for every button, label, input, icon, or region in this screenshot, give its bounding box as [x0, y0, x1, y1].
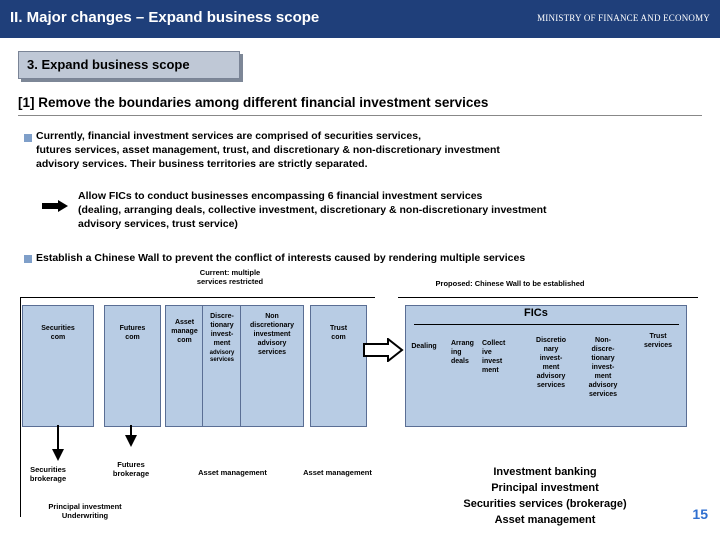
- principal-underwriting-label: [30, 502, 140, 520]
- arrow-right-icon: [362, 338, 404, 362]
- label-line: invest-: [539, 355, 563, 362]
- current-label-line: services restricted: [196, 277, 264, 286]
- label-line: Principal investment: [48, 502, 122, 511]
- asset-management-label: Asset management: [198, 468, 267, 477]
- label-line: Futures: [117, 460, 145, 469]
- label-line: ment: [482, 367, 499, 374]
- box-text: com: [125, 334, 140, 341]
- box-subtext: advisory: [209, 350, 235, 356]
- discretionary-box: [202, 305, 242, 427]
- bullet-square: [24, 134, 32, 142]
- box-text: Non: [265, 313, 279, 320]
- label-line: brokerage: [112, 469, 150, 478]
- futures-com-box: [104, 305, 161, 427]
- label-line: ive: [482, 349, 492, 356]
- collective-investment-label: [482, 339, 518, 375]
- proposed-top-rule: [398, 297, 698, 298]
- non-discretionary-label: [582, 336, 624, 399]
- label-line: services: [536, 382, 566, 389]
- box-text: manage: [171, 328, 198, 335]
- proposed-bottom-list: [440, 464, 650, 528]
- current-top-rule: [20, 297, 375, 298]
- arrow-right-icon: [42, 200, 68, 212]
- label-line: invest-: [591, 364, 615, 371]
- label-line: deals: [451, 358, 469, 365]
- connector-arrows: [20, 425, 380, 465]
- non-discretionary-box: [240, 305, 304, 427]
- trust-services-label: [634, 332, 682, 350]
- arrow-text: [78, 189, 708, 231]
- section-title: 3. Expand business scope: [27, 57, 190, 72]
- label-line: advisory: [536, 373, 566, 380]
- securities-brokerage-label: [18, 465, 78, 483]
- current-label-line: Current: multiple: [199, 268, 261, 277]
- arrow-text-line: Allow FICs to conduct businesses encompassing 6 financial investment services: [78, 190, 483, 202]
- box-text: services: [257, 349, 287, 356]
- subheading: [1] Remove the boundaries among different financial investment services: [18, 95, 489, 110]
- arrow-text-line: advisory services, trust service): [78, 218, 238, 230]
- label-line: nary: [543, 346, 559, 353]
- box-text: invest-: [210, 331, 234, 338]
- arrow-text-line: (dealing, arranging deals, collective investment, discretionary & non-discretionary investment: [78, 204, 547, 216]
- futures-brokerage-label: [100, 460, 162, 478]
- dealing-label: Dealing: [411, 343, 437, 350]
- box-text: discretionary: [250, 322, 294, 329]
- discretionary-label: [528, 336, 574, 390]
- box-text: tionary: [210, 322, 234, 329]
- page-number: 15: [692, 506, 708, 522]
- label-line: Non-: [595, 337, 611, 344]
- label-line: discre-: [591, 346, 615, 353]
- label-line: Trust: [649, 333, 667, 340]
- bullet2-text: Establish a Chinese Wall to prevent the conflict of interests caused by rendering multiple services: [36, 252, 526, 264]
- label-line: Underwriting: [61, 511, 109, 520]
- label-line: brokerage: [29, 474, 67, 483]
- bullet-square: [24, 255, 32, 263]
- bullet1-text: [36, 129, 696, 171]
- label-line: Securities: [30, 465, 66, 474]
- slide-title: II. Major changes – Expand business scope: [10, 9, 320, 26]
- bullet1-line: futures services, asset management, trust, and discretionary & non-discretionary investment: [36, 144, 500, 156]
- label-line: ing: [451, 349, 462, 356]
- fics-title: FICs: [524, 307, 548, 319]
- ministry-name: MINISTRY OF FINANCE AND ECONOMY: [537, 13, 710, 23]
- label-line: advisory: [588, 382, 618, 389]
- asset-manage-com-box: [165, 305, 204, 427]
- label-line: services: [588, 391, 618, 398]
- securities-com-box: [22, 305, 94, 427]
- label-line: ment: [594, 373, 612, 380]
- label-line: Collect: [482, 340, 506, 347]
- proposed-label: Proposed: Chinese Wall to be established: [435, 279, 585, 288]
- bottom-line: Principal investment: [491, 482, 599, 494]
- bottom-line: Investment banking: [493, 466, 597, 478]
- bullet1-line: Currently, financial investment services are comprised of securities services,: [36, 130, 421, 142]
- fics-box: [405, 305, 687, 427]
- bottom-line: Asset management: [494, 514, 596, 526]
- box-text: com: [331, 334, 346, 341]
- box-text: advisory: [257, 340, 287, 347]
- box-text: com: [177, 337, 192, 344]
- trust-com-box: [310, 305, 367, 427]
- section-box: [18, 51, 240, 79]
- box-text: Trust: [329, 325, 348, 332]
- asset-management-label: Asset management: [303, 468, 372, 477]
- current-label: [170, 268, 290, 286]
- label-line: tionary: [591, 355, 615, 362]
- current-left-rule: [20, 297, 21, 517]
- label-line: Arrang: [451, 340, 474, 347]
- label-line: invest: [482, 358, 503, 365]
- box-subtext: services: [209, 357, 235, 363]
- box-text: Securities: [41, 325, 75, 332]
- box-text: Futures: [119, 325, 146, 332]
- box-text: com: [50, 334, 66, 341]
- arranging-deals-label: [451, 339, 485, 366]
- box-text: investment: [253, 331, 291, 338]
- label-line: ment: [542, 364, 560, 371]
- box-text: Asset: [174, 319, 195, 326]
- label-line: services: [643, 342, 673, 349]
- box-text: Discre-: [210, 313, 234, 320]
- bottom-line: Securities services (brokerage): [463, 498, 627, 510]
- fics-rule: [414, 324, 679, 325]
- heading-rule: [18, 115, 702, 116]
- label-line: Discretio: [536, 337, 566, 344]
- bullet1-line: advisory services. Their business territories are strictly separated.: [36, 158, 368, 170]
- box-text: ment: [213, 340, 231, 347]
